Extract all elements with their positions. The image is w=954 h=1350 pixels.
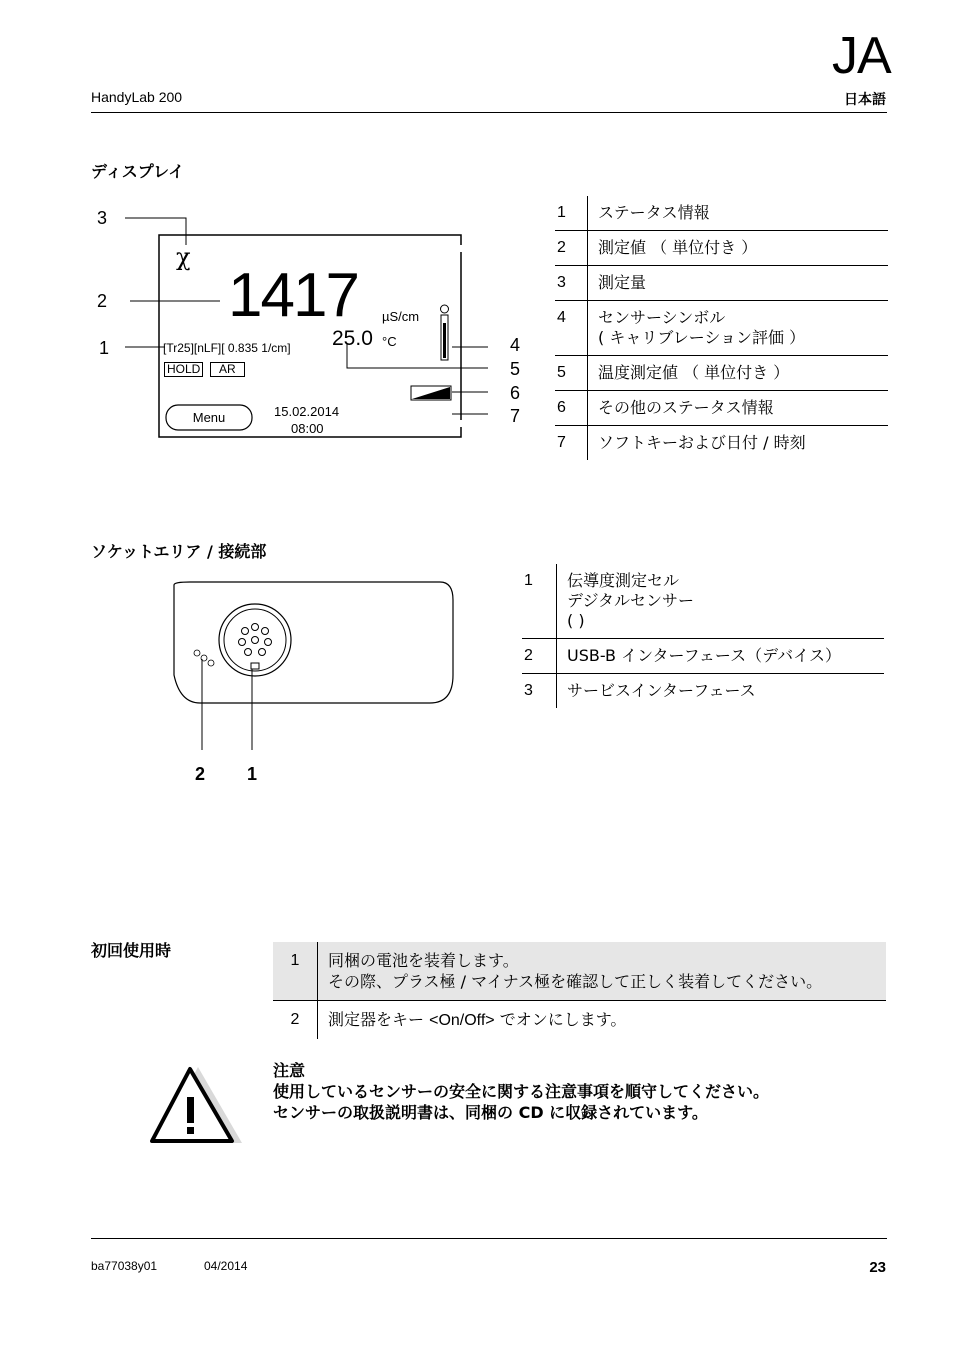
temperature-value: 25.0 [332,327,373,350]
legend-row: 3 測定量 [555,266,888,301]
socket-diagram [160,575,460,790]
doc-date: 04/2014 [204,1259,248,1273]
legend-row: 3 サービスインターフェース [522,674,884,709]
display-diagram [90,195,540,455]
legend-row: 2 測定値 （ 単位付き ） [555,231,888,266]
legend-row: 6 その他のステータス情報 [555,391,888,426]
callout-4: 4 [510,335,521,355]
status-info: [Tr25][nLF][ 0.835 1/cm] [163,341,291,355]
date-display: 15.02.2014 [274,404,340,419]
warning-icon [150,1065,242,1145]
legend-row: 1 伝導度測定セル デジタルセンサー ( ) [522,564,884,639]
product-name: HandyLab 200 [91,89,183,105]
section-title-display: ディスプレイ [91,162,185,181]
step-row: 2 測定器をキー <On/Off> でオンにします。 [273,1001,886,1040]
caution-note [273,1060,769,1123]
section-title-first-use: 初回使用時 [91,941,172,960]
doc-id: ba77038y01 [91,1259,158,1273]
callout-2: 2 [97,291,108,311]
on-off-key: <On/Off> [429,1012,495,1029]
language-label: 日本語 [844,92,886,108]
socket-legend-table [522,564,884,708]
legend-row: 2 USB-B インターフェース（デバイス） [522,639,884,674]
menu-softkey[interactable]: Menu [192,410,226,425]
hold-badge: HOLD [164,362,203,377]
caution-line-2: センサーの取扱説明書は、同梱の CD に収録されています。 [273,1103,708,1122]
step-row: 1 同梱の電池を装着します。 その際、プラス極 / マイナス極を確認して正しく装着してください。 [273,942,886,1001]
display-legend-table [555,196,888,460]
measured-value: 1417 [228,261,358,330]
temperature-unit: °C [382,334,397,349]
footer-divider [91,1238,887,1239]
callout-6: 6 [510,383,521,403]
ar-badge: AR [210,362,245,377]
section-title-socket: ソケットエリア / 接続部 [91,542,267,561]
legend-row: 1 ステータス情報 [555,196,888,231]
language-code: JA [832,27,891,85]
socket-callout-2: 2 [195,764,206,784]
callout-7: 7 [510,406,521,426]
legend-row: 4 センサーシンボル ( キャリブレーション評価 ） [555,301,888,356]
legend-row: 7 ソフトキーおよび日付 / 時刻 [555,426,888,461]
measured-unit: µS/cm [382,309,420,324]
callout-1: 1 [99,338,110,358]
socket-callout-1: 1 [247,764,258,784]
measurand-symbol: χ [176,243,191,271]
time-display: 08:00 [291,421,324,436]
page-number: 23 [869,1259,886,1276]
header-divider [91,112,887,113]
callout-5: 5 [510,359,521,379]
callout-3: 3 [97,208,108,228]
caution-title: 注意 [273,1061,306,1080]
caution-line-1: 使用しているセンサーの安全に関する注意事項を順守してください。 [273,1082,770,1101]
legend-row: 5 温度測定値 （ 単位付き ） [555,356,888,391]
first-use-steps [273,942,886,1039]
